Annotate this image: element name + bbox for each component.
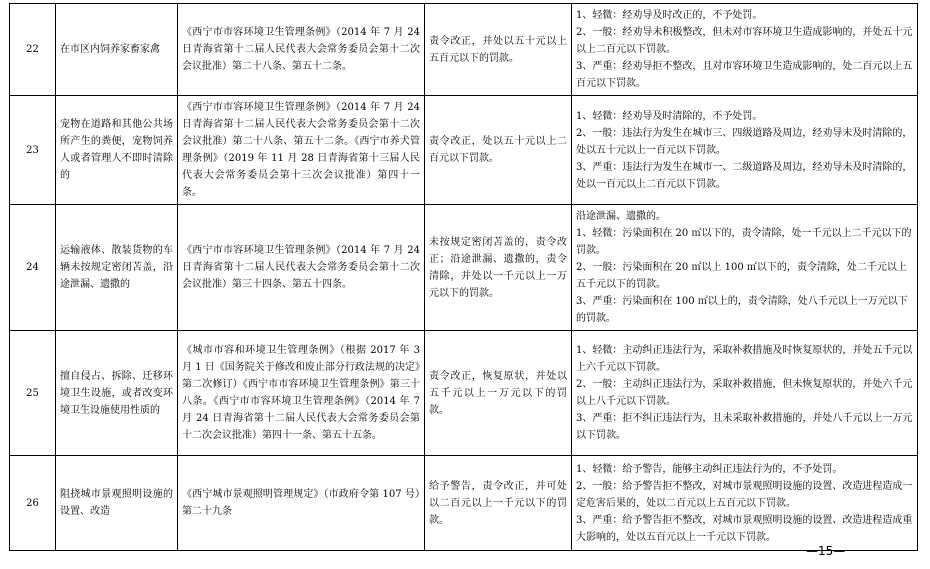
table-row (10, 205, 918, 331)
standard-item: 1、轻微：主动纠正违法行为，采取补救措施及时恢复原状的，并处五千元以上六千元以下罚款。 (576, 345, 913, 373)
regulation-table (9, 3, 918, 551)
discretion-standards (572, 331, 918, 456)
standard-item: 3、严重：经劝导拒不整改，且对市容环境卫生造成影响的，处二百元以上五百元以下罚款。 (576, 61, 913, 89)
standard-item: 2、一般：违法行为发生在城市三、四级道路及周边，经劝导未及时清除的，处以五十元以上一百元以下罚款。 (576, 127, 913, 156)
standard-item: 3、严重：给予警告拒不整改，对城市景观照明设施的设置、改造进程造成重大影响的，处以五百元以上一千元以下罚款。 (576, 514, 913, 543)
violation-description: 运输液体、散装货物的车辆未按规定密闭苫盖，沿途泄漏、遗撒的 (56, 205, 178, 331)
violation-description: 在市区内饲养家畜家禽 (56, 4, 178, 96)
legal-basis: 《西宁市市容环境卫生管理条例》（2014 年 7 月 24 日青海省第十二届人民代表大会常务委员会第十二次会议批准）第二十八条、第五十二条。 (178, 4, 425, 96)
page-number: —15— (806, 544, 846, 558)
standard-item: 2、一般：经劝导未积极整改，但未对市容环境卫生造成影响的，并处五十元以上二百元以下罚款。 (576, 27, 913, 55)
row-number: 24 (10, 205, 56, 331)
discretion-standards (572, 4, 918, 96)
violation-description: 阻挠城市景观照明设施的设置、改造 (56, 456, 178, 551)
standard-item: 1、轻微：经劝导及时清除的，不予处罚。 (576, 110, 763, 122)
table-row (10, 96, 918, 205)
row-number: 26 (10, 456, 56, 551)
standard-item: 2、一般：给予警告拒不整改，对城市景观照明设施的设置、改造进程造成一定危害后果的，处以二百元以上五百元以下罚款。 (576, 480, 913, 509)
table-row (10, 331, 918, 456)
penalty-provision: 责令改正，处以五十元以上二百元以下罚款。 (425, 96, 572, 205)
row-number: 23 (10, 96, 56, 205)
penalty-provision: 给予警告，责令改正，并可处以二百元以上一千元以下的罚款。 (425, 456, 572, 551)
standard-item: 3、严重：污染面积在 100 ㎡以上的，责令清除，处八千元以上一万元以下的罚款。 (576, 296, 908, 324)
discretion-standards (572, 205, 918, 331)
standard-item: 2、一般：主动纠正违法行为，采取补救措施，但未恢复原状的，并处六千元以上八千元以下罚款。 (576, 379, 913, 407)
standard-item: 1、轻微：污染面积在 20 ㎡以下的，责令清除，处一千元以上二千元以下的罚款。 (576, 228, 912, 256)
table-row (10, 4, 918, 96)
penalty-provision: 责令改正，恢复原状，并处以五千元以上一万元以下的罚款。 (425, 331, 572, 456)
violation-description: 擅自侵占、拆除、迁移环境卫生设施，或者改变环境卫生设施使用性质的 (56, 331, 178, 456)
discretion-standards (572, 96, 918, 205)
violation-description: 宠物在道路和其他公共场所产生的粪便，宠物饲养人或者管理人不即时清除的 (56, 96, 178, 205)
standard-item: 沿途泄漏、遗撒的。 (576, 211, 666, 222)
standard-item: 1、轻微：经劝导及时改正的，不予处罚。 (576, 10, 763, 21)
penalty-provision: 责令改正，并处以五十元以上五百元以下的罚款。 (425, 4, 572, 96)
standard-item: 2、一般：污染面积在 20 ㎡以上 100 ㎡以下的，责令清除，处二千元以上五千元以下的罚款。 (576, 262, 907, 290)
legal-basis: 《西宁城市景观照明管理规定》（市政府令第 107 号）第二十九条 (178, 456, 425, 551)
row-number: 22 (10, 4, 56, 96)
standard-item: 1、轻微：给予警告，能够主动纠正违法行为的，不予处罚。 (576, 463, 843, 475)
table-row (10, 456, 918, 551)
standard-item: 3、严重：拒不纠正违法行为，且未采取补救措施的，并处八千元以上一万元以下罚款。 (576, 413, 913, 441)
legal-basis: 《西宁市市容环境卫生管理条例》（2014 年 7 月 24 日青海省第十二届人民代表大会常务委员会第十二次会议批准）第二十八条、第五十二条。《西宁市养犬管理条例》（2019 年 11 月 28 日青海省第十三届人民代表大会常务委员会第十三次会议批准）第四十一条。 (178, 96, 425, 205)
penalty-provision: 未按规定密闭苫盖的，责令改正；沿途泄漏、遗撒的，责令清除，并处以一千元以上一万元以下的罚款。 (425, 205, 572, 331)
standard-item: 3、严重：违法行为发生在城市一、二级道路及周边，经劝导未及时清除的，处以一百元以上二百元以下罚款。 (576, 161, 913, 190)
discretion-standards (572, 456, 918, 551)
row-number: 25 (10, 331, 56, 456)
legal-basis: 《城市市容和环境卫生管理条例》（根据 2017 年 3 月 1 日《国务院关于修改和废止部分行政法规的决定》第二次修订）《西宁市市容环境卫生管理条例》第三十八条。《西宁市市容环境卫生管理条例》（2014 年 7 月 24 日青海省第十二届人民代表大会常务委员会第十二次会议批准）第四十一条、第五十五条。 (178, 331, 425, 456)
legal-basis: 《西宁市市容环境卫生管理条例》（2014 年 7 月 24 日青海省第十二届人民代表大会常务委员会第十二次会议批准）第三十四条、第五十四条。 (178, 205, 425, 331)
